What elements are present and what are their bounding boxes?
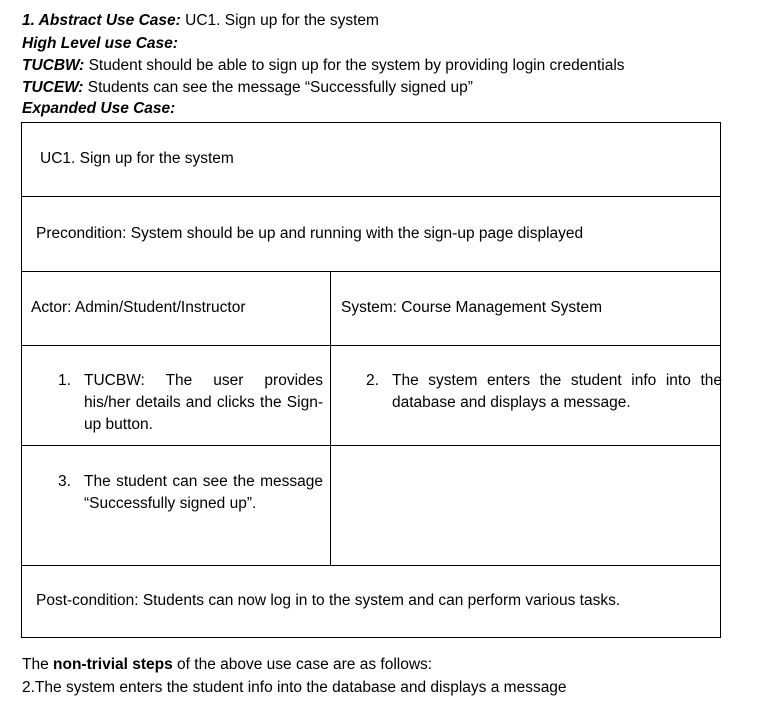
step-text: The student can see the message “Successfully signed up”. xyxy=(84,473,323,512)
precondition-text: Precondition: System should be up and running with the sign-up page displayed xyxy=(36,225,584,242)
step-number: 1. xyxy=(58,372,71,389)
actor-cell xyxy=(22,272,331,345)
use-case-name: UC1. Sign up for the system xyxy=(40,150,234,167)
actor-step-cell xyxy=(22,346,331,445)
tucew-label: TUCEW: xyxy=(22,79,84,96)
step-text: The system enters the student info into the database and displays a message. xyxy=(392,372,722,411)
actor-system-row xyxy=(22,272,720,346)
tucbw-line xyxy=(22,56,625,76)
tucbw-label: TUCBW: xyxy=(22,57,85,74)
steps-row-2 xyxy=(22,446,720,566)
step-text: TUCBW: The user provides his/her details and clicks the Sign-up button. xyxy=(84,372,323,433)
use-case-name-row xyxy=(22,123,720,197)
step-number: 2. xyxy=(366,372,379,389)
tucew-text: Students can see the message “Successfully signed up” xyxy=(83,79,473,96)
system-text: System: Course Management System xyxy=(341,299,603,316)
use-case-table xyxy=(21,122,721,638)
step-number: 3. xyxy=(58,473,71,490)
precondition-row xyxy=(22,197,720,272)
abstract-use-case-line xyxy=(22,11,379,31)
system-step-cell xyxy=(331,346,720,445)
abstract-text: UC1. Sign up for the system xyxy=(180,12,379,29)
intro-prefix: The xyxy=(22,656,54,673)
tucbw-text: Student should be able to sign up for the system by providing login credentials xyxy=(84,57,625,74)
postcondition-row xyxy=(22,566,720,637)
intro-suffix: of the above use case are as follows: xyxy=(172,656,433,673)
expanded-use-case-label: Expanded Use Case: xyxy=(22,100,176,117)
high-level-label: High Level use Case: xyxy=(22,35,178,52)
empty-system-cell xyxy=(331,446,720,565)
postcondition-text: Post-condition: Students can now log in to the system and can perform various tasks. xyxy=(36,592,621,609)
actor-text: Actor: Admin/Student/Instructor xyxy=(31,299,246,316)
tucew-line xyxy=(22,78,473,98)
steps-row-1 xyxy=(22,346,720,446)
intro-bold: non-trivial steps xyxy=(53,656,173,673)
non-trivial-steps-intro xyxy=(22,655,432,675)
abstract-label: 1. Abstract Use Case: xyxy=(22,12,181,29)
system-cell xyxy=(331,272,720,345)
non-trivial-step-item: 2.The system enters the student info into the database and displays a message xyxy=(22,679,567,696)
actor-step-cell xyxy=(22,446,331,565)
